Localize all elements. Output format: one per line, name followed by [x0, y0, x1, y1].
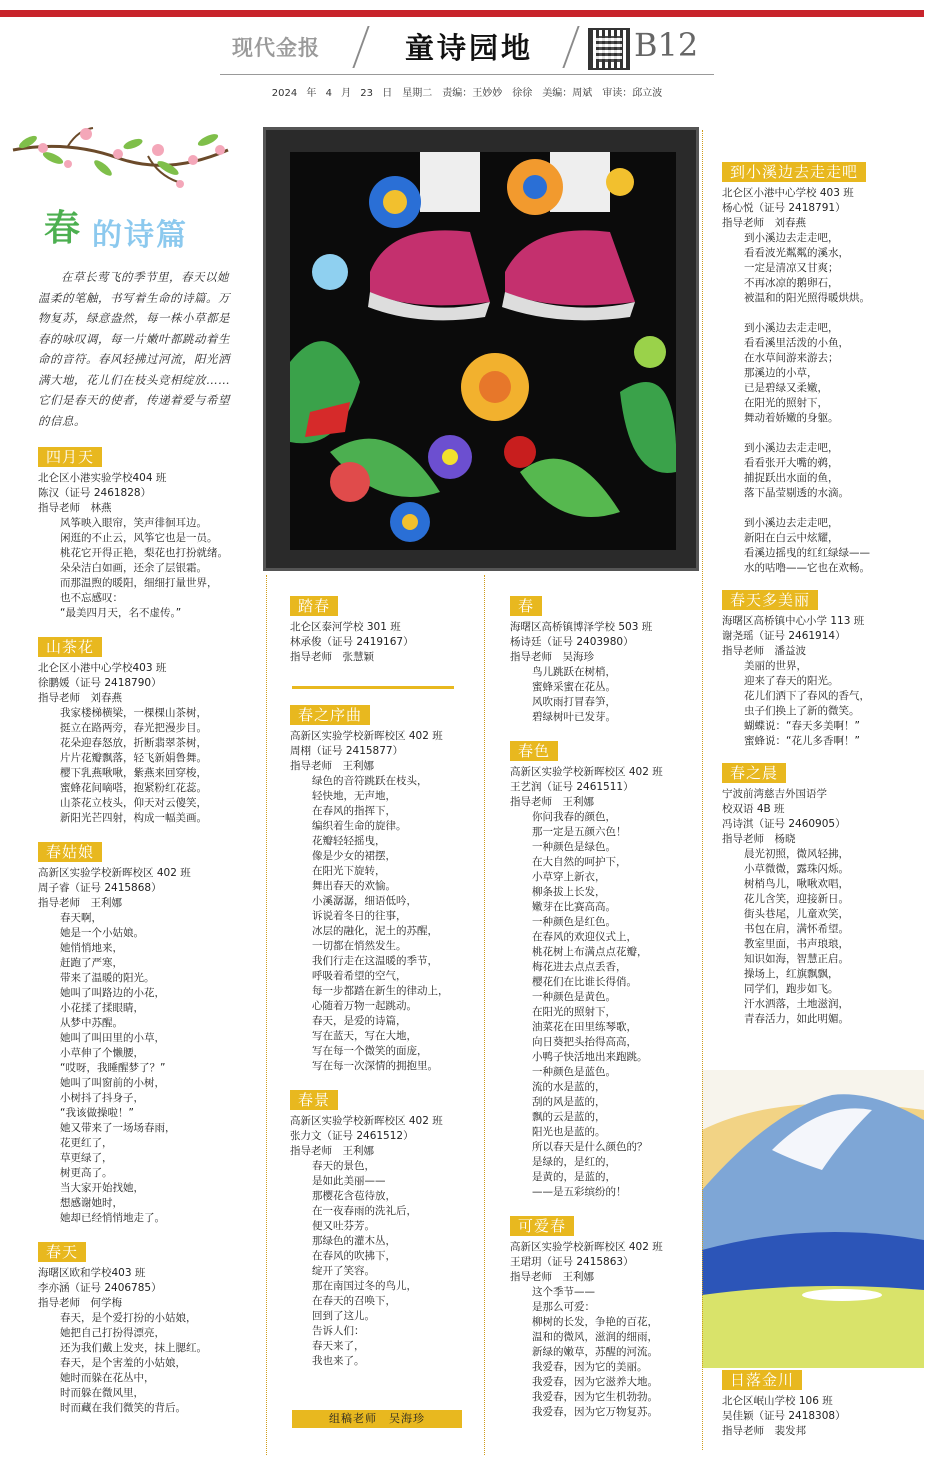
- poem-line: 看溪边摇曳的红红绿绿——: [744, 547, 870, 559]
- caption-title: 日落金川: [722, 1370, 802, 1390]
- poem-meta: 徐鹏媛（证号 2418790）: [38, 677, 162, 689]
- poem-line: 向日葵把头抬得高高，: [532, 1036, 637, 1048]
- poem-meta: 指导老师 张慧颖: [290, 651, 374, 663]
- poem-line: 轻快地，无声地，: [312, 790, 396, 802]
- poem-line: 那一定是五颜六色！: [532, 826, 627, 838]
- poem-line: 时而躲在微风里，: [60, 1387, 144, 1399]
- poem-line: 在大自然的呵护下，: [532, 856, 627, 868]
- poem-meta: 指导老师 吴海珍: [510, 651, 594, 663]
- poem-line: 这个季节——: [532, 1286, 595, 1298]
- poem-line: 小草伸了个懒腰，: [60, 1047, 144, 1059]
- poem-line: 蝴蝶说：“春天多美啊！”: [744, 720, 860, 732]
- poem-line: 花儿含笑，迎接新日。: [744, 893, 849, 905]
- poem-line: 不再冰凉的鹅卵石，: [744, 277, 839, 289]
- poem-title: 踏春: [290, 596, 338, 616]
- poem: [290, 1090, 480, 1369]
- poem: [722, 590, 922, 749]
- poem-line: [722, 306, 922, 321]
- feature-title-rest: 的诗篇: [92, 218, 188, 253]
- poem-line: 已是碧绿又柔嫩，: [744, 382, 828, 394]
- painting-frame: [263, 127, 699, 571]
- poem-meta: 林承俊（证号 2419167）: [290, 636, 414, 648]
- poem-line: 在水草间游来游去；: [744, 352, 839, 364]
- poem-title: 山茶花: [38, 637, 102, 657]
- poem-line: 山茶花立枝头，仰天对云傻笑，: [60, 797, 207, 809]
- caption-meta: 吴佳颖（证号 2418308）: [722, 1410, 846, 1422]
- poem-title: 春天多美丽: [722, 590, 818, 610]
- poem-line: 一种颜色是蓝色。: [532, 1066, 616, 1078]
- poem-line: 桃花树上布满点点花瓣，: [532, 946, 648, 958]
- poem-line: 时而藏在我们微笑的背后。: [60, 1402, 186, 1414]
- poem-line: 写在每一个微笑的面庞，: [312, 1045, 428, 1057]
- poem-title: 可爱春: [510, 1216, 574, 1236]
- poem-meta: 李亦涵（证号 2406785）: [38, 1282, 162, 1294]
- poem-line: 她是一个小姑娘。: [60, 927, 144, 939]
- poem-line: 美丽的世界，: [744, 660, 807, 672]
- poem-meta: 指导老师 何学梅: [38, 1297, 122, 1309]
- poem-line: 知识如海，智慧正启。: [744, 953, 849, 965]
- poem-meta: 王珺玥（证号 2415863）: [510, 1256, 634, 1268]
- poem-meta: 北仑区泰河学校 301 班: [290, 621, 401, 633]
- poem-meta: 北仑区小港中心学校403 班: [38, 662, 167, 674]
- poem-line: 赶跑了严寒，: [60, 957, 123, 969]
- poem-line: 她又带来了一场场春雨，: [60, 1122, 176, 1134]
- poem: [290, 596, 480, 665]
- poem-line: 汗水洒落，土地滋润，: [744, 998, 849, 1010]
- poem-line: 阳光也是蓝的。: [532, 1126, 606, 1138]
- column-divider: [702, 130, 703, 1450]
- poem-line: 是黄的，是蓝的，: [532, 1171, 616, 1183]
- poem-meta: 校双语 4B 班: [722, 803, 785, 815]
- feature-title-char: 春: [44, 207, 81, 249]
- poem-meta: 冯诗淇（证号 2460905）: [722, 818, 846, 830]
- poem: [38, 842, 263, 1226]
- poem-line: 那樱花含苞待放，: [312, 1190, 396, 1202]
- poem-line: 梅花进去点点丢香，: [532, 961, 627, 973]
- poem-meta: 高新区实验学校新晖校区 402 班: [510, 766, 663, 778]
- column-2: [290, 596, 480, 1369]
- poem-line: 看看溪里活泼的小鱼，: [744, 337, 849, 349]
- poem-line: 蜜蜂花间嘀嗒，抱紧粉红花蕊。: [60, 782, 207, 794]
- poem: [510, 596, 700, 725]
- poem-meta: 高新区实验学校新晖校区 402 班: [290, 730, 443, 742]
- poem-line: 在春风的指挥下，: [312, 805, 396, 817]
- poem-line: 在春风的吹拂下，: [312, 1250, 396, 1262]
- poem-meta: 北仑区小港实验学校404 班: [38, 472, 167, 484]
- poem-line: 树更高了。: [60, 1167, 113, 1179]
- column-3: [510, 596, 700, 1420]
- poem-line: 诉说着冬日的往事，: [312, 910, 407, 922]
- poem-title: 春景: [290, 1090, 338, 1110]
- poem-line: 舞动着娇嫩的身躯。: [744, 412, 839, 424]
- poem-line: ——是五彩缤纷的！: [532, 1186, 627, 1198]
- poem-line: 从梦中苏醒。: [60, 1017, 123, 1029]
- poem-line: 捕捉跃出水面的鱼，: [744, 472, 839, 484]
- editor-credit: 组稿老师 吴海珍: [292, 1410, 462, 1428]
- poem-title: 到小溪边去走走吧: [722, 162, 866, 182]
- poem-line: 心随着万物一起跳动。: [312, 1000, 417, 1012]
- poem: [722, 763, 922, 1027]
- poem-line: 樱花们在比谁长得俏。: [532, 976, 637, 988]
- poem-line: 碧绿树叶已发芽。: [532, 711, 616, 723]
- poem-line: “哎呀，我睡醒梦了？”: [60, 1062, 166, 1074]
- poem-line: 便又吐芬芳。: [312, 1220, 375, 1232]
- poem-line: “我该做操啦！”: [60, 1107, 134, 1119]
- caption-meta: 指导老师 裴发邦: [722, 1425, 806, 1437]
- poem-line: 闲逛的不止云，风筝它也是一员。: [60, 532, 218, 544]
- poem-line: 那在南国过冬的鸟儿，: [312, 1280, 417, 1292]
- poem-line: 蜜蜂说：“花儿多香啊！”: [744, 735, 860, 747]
- poem-meta: 海曙区欧和学校403 班: [38, 1267, 146, 1279]
- poem-line: 春天，是个害羞的小姑娘，: [60, 1357, 186, 1369]
- poem-line: 樱下乳燕啾啾，紫燕来回穿梭，: [60, 767, 207, 779]
- page-number: B12: [634, 26, 699, 64]
- poem-line: 她把自己打扮得漂亮，: [60, 1327, 165, 1339]
- poem-meta: 指导老师 潘益波: [722, 645, 806, 657]
- poem-line: 在春风的欢迎仪式上，: [532, 931, 637, 943]
- poem: [290, 705, 480, 1074]
- blossom-branch-illustration: [8, 120, 238, 200]
- poem-title: 春之晨: [722, 763, 786, 783]
- poem-title: 春之序曲: [290, 705, 370, 725]
- masthead: [220, 22, 714, 74]
- poem-line: 水的咕噜——它也在欢畅。: [744, 562, 870, 574]
- masthead-divider: [352, 26, 369, 68]
- poem-meta: 指导老师 王利娜: [290, 760, 374, 772]
- painting-snow-mountain: [702, 1070, 924, 1368]
- poem: [510, 1216, 700, 1420]
- poem-meta: 指导老师 刘春燕: [38, 692, 122, 704]
- poem-line: 春天，是爱的诗篇，: [312, 1015, 407, 1027]
- poem-line: 草更绿了，: [60, 1152, 113, 1164]
- poem-title: 四月天: [38, 447, 102, 467]
- poem-meta: 王艺润（证号 2461511）: [510, 781, 634, 793]
- poem-line: 一种颜色是绿色。: [532, 841, 616, 853]
- column-divider: [484, 575, 485, 1455]
- poem-line: 看看波光粼粼的溪水，: [744, 247, 849, 259]
- poem-line: 当大家开始找她，: [60, 1182, 144, 1194]
- poem-meta: 指导老师 林燕: [38, 502, 112, 514]
- poem-line: 看看张开大嘴的鹈，: [744, 457, 839, 469]
- painting-caption: [722, 1370, 922, 1439]
- poem: [38, 447, 263, 621]
- poem-line: 操场上，红旗飘飘，: [744, 968, 839, 980]
- poem-line: 一定是清凉又甘爽；: [744, 262, 839, 274]
- poem-line: 小溪潺潺，细语低吟，: [312, 895, 417, 907]
- poem-line: 所以春天是什么颜色的？: [532, 1141, 648, 1153]
- poem-title: 春色: [510, 741, 558, 761]
- poem-line: 片片花瓣飘落，轻飞新娟鲁舞。: [60, 752, 207, 764]
- poem-line: 我们行走在这温暖的季节，: [312, 955, 438, 967]
- poem-meta: 杨诗廷（证号 2403980）: [510, 636, 634, 648]
- poem-line: 在阳光的照射下，: [532, 1006, 616, 1018]
- poem-line: 花儿们洒下了春风的香气，: [744, 690, 870, 702]
- poem-line: 花瓣轻轻摇曳，: [312, 835, 386, 847]
- column-divider: [266, 575, 267, 1455]
- poem-line: 我也来了。: [312, 1355, 365, 1367]
- masthead-divider: [562, 26, 579, 68]
- poem-line: 还为我们戴上发夹，抹上腮红。: [60, 1342, 207, 1354]
- poem-line: 告诉人们：: [312, 1325, 365, 1337]
- caption-meta: 北仑区岷山学校 106 班: [722, 1395, 833, 1407]
- poem-line: 绽开了笑容。: [312, 1265, 375, 1277]
- poem-line: 每一步都踏在新生的律动上，: [312, 985, 449, 997]
- poem-title: 春姑娘: [38, 842, 102, 862]
- poem-line: 回到了这儿。: [312, 1310, 375, 1322]
- poem-line: 绿色的音符跳跃在枝头，: [312, 775, 428, 787]
- poem-line: 新绿的嫩草，苏醒的河流。: [532, 1346, 658, 1358]
- poem-line: 柳树的长发，争艳的百花，: [532, 1316, 658, 1328]
- poem-line: 油菜花在田里练琴歌，: [532, 1021, 637, 1033]
- poem-line: 那绿色的灌木丛，: [312, 1235, 396, 1247]
- poem-line: 风吹雨打冒春笋，: [532, 696, 616, 708]
- poem-meta: 指导老师 王利娜: [510, 1271, 594, 1283]
- poem-line: 春天的景色，: [312, 1160, 375, 1172]
- poem-line: [722, 501, 922, 516]
- poem-line: 新阳在白云中炫耀，: [744, 532, 839, 544]
- poem-line: 虫子们换上了新的微笑。: [744, 705, 860, 717]
- poem-line: 树梢鸟儿，啾啾欢唱，: [744, 878, 849, 890]
- poem-line: 是如此美丽——: [312, 1175, 386, 1187]
- column-4: [722, 162, 922, 1027]
- poem-line: 花朵迎春怒放，折断翡翠茶树，: [60, 737, 207, 749]
- poem-line: 我爱春，因为它生机勃勃。: [532, 1391, 658, 1403]
- poem-line: 在春天的召唤下，: [312, 1295, 396, 1307]
- poem-title: 春天: [38, 1242, 86, 1262]
- poem: [510, 741, 700, 1200]
- header-rule: [220, 74, 714, 75]
- poem-line: 春天，是个爱打扮的小姑娘，: [60, 1312, 197, 1324]
- poem-line: 小草穿上新衣，: [532, 871, 606, 883]
- poem-meta: 高新区实验学校新晖校区 402 班: [290, 1115, 443, 1127]
- poem-meta: 张力文（证号 2461512）: [290, 1130, 414, 1142]
- poem-title: 春: [510, 596, 542, 616]
- poem-line: 到小溪边去走走吧，: [744, 322, 839, 334]
- poem-line: 呼吸着希望的空气，: [312, 970, 407, 982]
- poem-meta: 高新区实验学校新晖校区 402 班: [38, 867, 191, 879]
- poem-line: 在一夜春雨的洗礼后，: [312, 1205, 417, 1217]
- poem-line: 她却已经悄悄地走了。: [60, 1212, 165, 1224]
- poem-line: 我家楼梯横梁，一棵棵山茶树，: [60, 707, 207, 719]
- poem-line: 那溪边的小草，: [744, 367, 818, 379]
- poem-line: 一种颜色是红色。: [532, 916, 616, 928]
- poem-line: 鸟儿跳跃在树梢，: [532, 666, 616, 678]
- poem-line: 一种颜色是黄色。: [532, 991, 616, 1003]
- poem-meta: 谢尧瑶（证号 2461914）: [722, 630, 846, 642]
- poem-line: 温和的微风，滋润的细雨，: [532, 1331, 658, 1343]
- poem-line: 我爱春，因为它万物复苏。: [532, 1406, 658, 1418]
- poem-line: 冰层的融化，泥土的苏醒，: [312, 925, 438, 937]
- poem-line: 也不忘感叹：: [60, 592, 123, 604]
- feature-intro: 在草长莺飞的季节里，春天以她温柔的笔触，书写着生命的诗篇。万物复苏，绿意盎然，每一株小草都是春的咏叹调，每一片嫩叶都跳动着生命的音符。春风轻拂过河流，阳光洒满大地，花儿们在枝头竞相绽放……它们是春天的使者，传递着爱与希望的信息。: [38, 270, 230, 428]
- poem-meta: 杨心悦（证号 2418791）: [722, 202, 846, 214]
- poem-line: 迎来了春天的阳光。: [744, 675, 839, 687]
- poem-meta: 指导老师 王利娜: [510, 796, 594, 808]
- dateline: 2024 年 4 月 23 日 星期二 责编：王妙妙 徐徐 美编：周斌 审读：邱立波: [271, 88, 663, 99]
- poem-line: 书包在肩，满怀希望。: [744, 923, 849, 935]
- poem-meta: 海曙区高桥镇博泽学校 503 班: [510, 621, 653, 633]
- poem-line: 在阳光的照射下，: [744, 397, 828, 409]
- poem-line: 小鸭子快活地出来跑跳。: [532, 1051, 648, 1063]
- poem-line: 挺立在路两旁，春光把漫步目。: [60, 722, 207, 734]
- poem-line: 写在每一次深情的拥抱里。: [312, 1060, 438, 1072]
- column-1: [38, 447, 263, 1416]
- poem-line: 舞出春天的欢愉。: [312, 880, 396, 892]
- poem-line: 嫩芽在比赛高高。: [532, 901, 616, 913]
- poem-line: 你问我春的颜色，: [532, 811, 616, 823]
- poem-meta: 宁波前湾慈吉外国语学: [722, 788, 827, 800]
- poem-line: 是那么可爱：: [532, 1301, 595, 1313]
- poem-line: 编织着生命的旋律。: [312, 820, 407, 832]
- poem-meta: 指导老师 杨晓: [722, 833, 796, 845]
- poem-line: 到小溪边去走走吧，: [744, 442, 839, 454]
- poem-line: 新阳光芒四射，构成一幅美画。: [60, 812, 207, 824]
- poem-meta: 陈汉（证号 2461828）: [38, 487, 152, 499]
- poem-line: “最美四月天，名不虚传。”: [60, 607, 182, 619]
- poem-meta: 海曙区高桥镇中心小学 113 班: [722, 615, 865, 627]
- poem-line: 落下晶莹剔透的水滴。: [744, 487, 849, 499]
- newspaper-brand: 现代金报: [232, 36, 320, 60]
- poem-line: 小草微微，露珠闪烁。: [744, 863, 849, 875]
- poem-line: 春天来了，: [312, 1340, 365, 1352]
- poem-line: 刮的风是蓝的，: [532, 1096, 606, 1108]
- poem: [38, 1242, 263, 1416]
- poem: [38, 637, 263, 826]
- poem-line: 花更红了，: [60, 1137, 113, 1149]
- poem-line: 教室里面，书声琅琅，: [744, 938, 849, 950]
- poem-line: 是绿的，是红的，: [532, 1156, 616, 1168]
- poem-line: 飘的云是蓝的，: [532, 1111, 606, 1123]
- poem-line: 青春活力，如此明媚。: [744, 1013, 849, 1025]
- poem: [722, 162, 922, 576]
- accent-bar: [292, 686, 454, 689]
- poem-line: 她叫了叫窗前的小树，: [60, 1077, 165, 1089]
- poem-line: 被温和的阳光照得暖烘烘。: [744, 292, 870, 304]
- poem-line: 想感谢她时，: [60, 1197, 123, 1209]
- poem-meta: 高新区实验学校新晖校区 402 班: [510, 1241, 663, 1253]
- poem-line: 小花揉了揉眼睛，: [60, 1002, 144, 1014]
- poem-line: 街头巷尾，儿童欢笑，: [744, 908, 849, 920]
- poem-line: 她叫了叫田里的小草，: [60, 1032, 165, 1044]
- poem-line: 桃花它开得正艳，梨花也打扮就绪。: [60, 547, 228, 559]
- poem-line: 流的水是蓝的，: [532, 1081, 606, 1093]
- poem-line: [722, 426, 922, 441]
- poem-meta: 周栩（证号 2415877）: [290, 745, 404, 757]
- poem-line: 而那温煦的暖阳，细细打量世界，: [60, 577, 218, 589]
- poem-meta: 周子睿（证号 2415868）: [38, 882, 162, 894]
- children-painting-shoes-flowers: [290, 152, 676, 550]
- poem-line: 柳条拔上长发，: [532, 886, 606, 898]
- poem-line: 她悄悄地来，: [60, 942, 123, 954]
- poem-line: 写在蓝天，写在大地，: [312, 1030, 417, 1042]
- qr-code-icon: [588, 28, 630, 70]
- poem-line: 蜜蜂采蜜在花丛。: [532, 681, 616, 693]
- poem-line: 在阳光下旋转，: [312, 865, 386, 877]
- poem-line: 小树抖了抖身子，: [60, 1092, 144, 1104]
- poem-meta: 指导老师 刘春燕: [722, 217, 806, 229]
- poem-line: 她叫了叫路边的小花，: [60, 987, 165, 999]
- poem-meta: 北仑区小港中心学校 403 班: [722, 187, 854, 199]
- poem-line: 晨光初照，微风轻拂，: [744, 848, 849, 860]
- poem-line: 带来了温暖的阳光。: [60, 972, 155, 984]
- poem-meta: 指导老师 王利娜: [38, 897, 122, 909]
- poem-line: 春天啊，: [60, 912, 102, 924]
- section-title: 童诗园地: [405, 31, 534, 65]
- poem-line: 我爱春，因为它滋养大地。: [532, 1376, 658, 1388]
- poem-line: 朵朵洁白如画，还余了层银霜。: [60, 562, 207, 574]
- poem-line: 同学们，跑步如飞。: [744, 983, 839, 995]
- poem-line: 风筝映入眼帘，笑声徘徊耳边。: [60, 517, 207, 529]
- poem-line: 我爱春，因为它的美丽。: [532, 1361, 648, 1373]
- poem-line: 她时而躲在花丛中，: [60, 1372, 155, 1384]
- poem-line: 到小溪边去走走吧，: [744, 517, 839, 529]
- poem-line: 像是少女的裙摆，: [312, 850, 396, 862]
- poem-meta: 指导老师 王利娜: [290, 1145, 374, 1157]
- top-red-bar: [0, 10, 924, 17]
- poem-line: 到小溪边去走走吧，: [744, 232, 839, 244]
- poem-line: 一切都在悄然发生。: [312, 940, 407, 952]
